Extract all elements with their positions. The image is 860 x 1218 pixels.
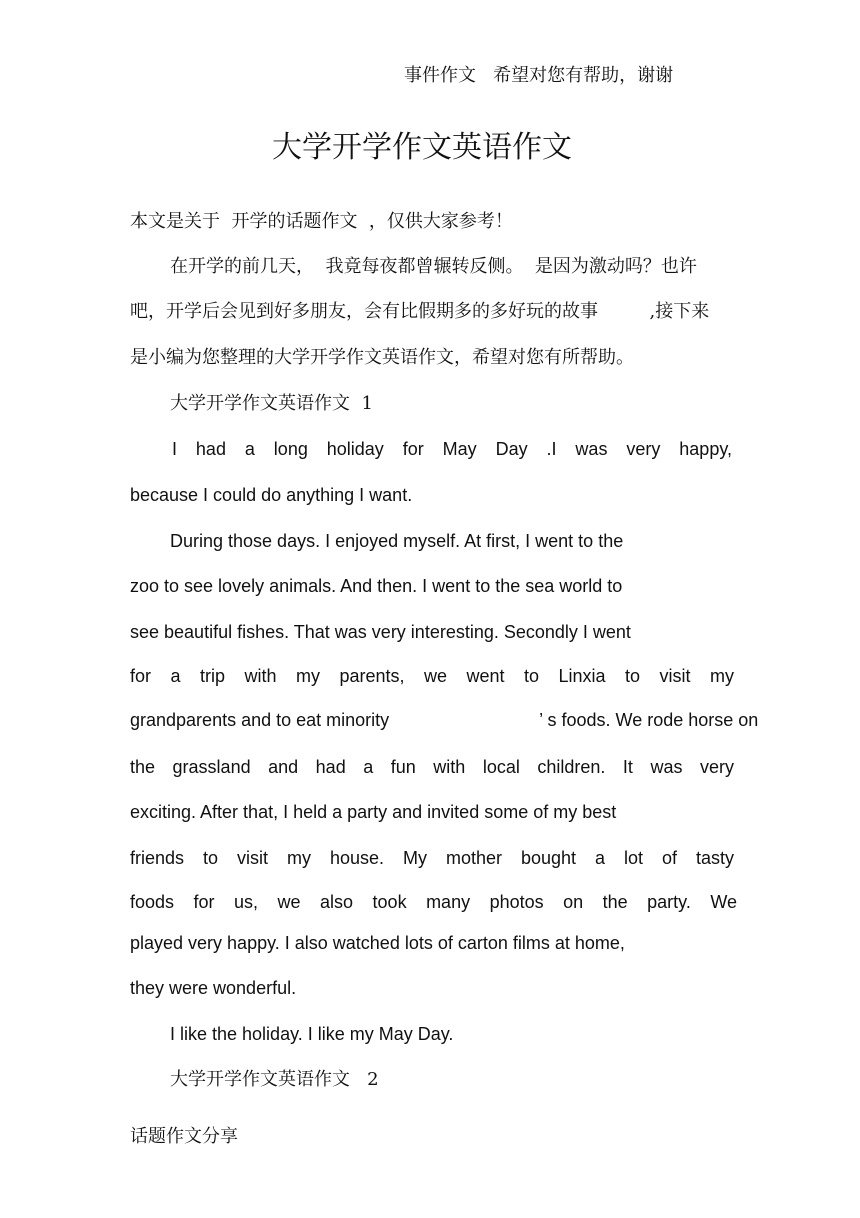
essay-1-line-4: zoo to see lovely animals. And then. I went to the sea world to <box>130 576 623 596</box>
essay-1-line-14: I like the holiday. I like my May Day. <box>170 1024 454 1044</box>
essay-1-line-3: During those days. I enjoyed myself. At first, I went to the <box>170 531 624 551</box>
intro-line: 本文是关于 开学的话题作文 ，仅供大家参考！ <box>130 211 513 232</box>
essay-2-heading: 大学开学作文英语作文 2 <box>170 1069 379 1090</box>
lead-line-2: 吧，开学后会见到好多朋友，会有比假期多的多好玩的故事 ,接下来 <box>130 301 710 322</box>
essay-1-line-10: friends to visit my house. My mother bought a lot of tasty <box>130 848 734 868</box>
page-footer: 话题作文分享 <box>130 1126 238 1147</box>
lead-line-3: 是小编为您整理的大学开学作文英语作文，希望对您有所帮助。 <box>130 347 634 368</box>
essay-1-line-6: for a trip with my parents, we went to Linxia to visit my <box>130 666 734 686</box>
lead-line-1: 在开学的前几天， 我竟每夜都曾辗转反侧。 是因为激动吗？也许 <box>170 256 697 277</box>
essay-1-line-8: the grassland and had a fun with local children. It was very <box>130 757 734 777</box>
essay-1-line-1: I had a long holiday for May Day .I was very happy, <box>172 439 732 459</box>
essay-1-heading: 大学开学作文英语作文 1 <box>170 393 373 414</box>
page-header: 事件作文 希望对您有帮助，谢谢 <box>404 65 674 86</box>
essay-1-line-5: see beautiful fishes. That was very interesting. Secondly I went <box>130 622 631 642</box>
essay-1-line-12: played very happy. I also watched lots of carton films at home, <box>130 933 625 953</box>
essay-1-line-13: they were wonderful. <box>130 978 297 998</box>
essay-1-line-2: because I could do anything I want. <box>130 485 413 505</box>
essay-1-line-11: foods for us, we also took many photos on the party. We <box>130 892 737 912</box>
essay-1-line-9: exciting. After that, I held a party and invited some of my best <box>130 802 617 822</box>
essay-1-line-7: grandparents and to eat minority ’ s foods. We rode horse on <box>130 710 759 730</box>
document-title: 大学开学作文英语作文 <box>272 130 572 165</box>
